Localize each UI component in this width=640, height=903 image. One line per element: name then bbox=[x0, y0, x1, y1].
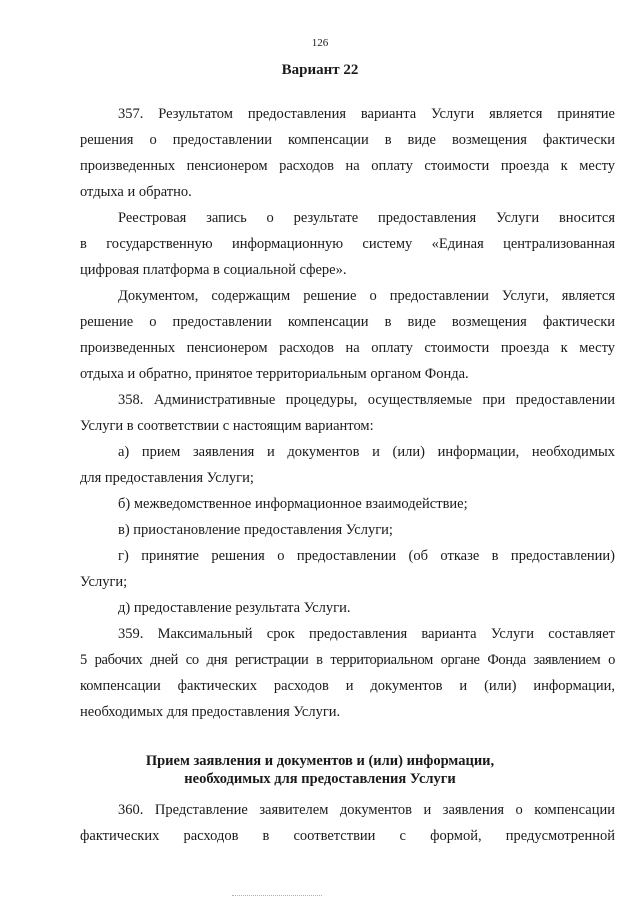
text-line: 5 рабочих дней со дня регистрации в территориальном органе Фонда заявлением о bbox=[80, 652, 615, 668]
text-line: отдыха и обратно, принятое территориальным органом Фонда. bbox=[80, 366, 469, 382]
text-line: 358. Административные процедуры, осуществляемые при предоставлении bbox=[118, 392, 615, 408]
page-number: 126 bbox=[311, 37, 329, 49]
list-item: д) предоставление результата Услуги. bbox=[118, 600, 351, 616]
section-heading-line: Прием заявления и документов и (или) информации, bbox=[145, 753, 495, 769]
section-heading-line: необходимых для предоставления Услуги bbox=[184, 771, 456, 787]
text-line: в государственную информационную систему «Единая централизованная bbox=[80, 236, 615, 252]
text-line: компенсации фактических расходов и документов и (или) информации, bbox=[80, 678, 615, 694]
text-line: Реестровая запись о результате предоставления Услуги вносится bbox=[118, 210, 615, 226]
text-line: произведенных пенсионером расходов на оплату стоимости проезда к месту bbox=[80, 158, 615, 174]
text-line: произведенных пенсионером расходов на оплату стоимости проезда к месту bbox=[80, 340, 615, 356]
page-title: Вариант 22 bbox=[281, 62, 359, 78]
list-item: а) прием заявления и документов и (или) информации, необходимых bbox=[118, 444, 615, 460]
text-line: для предоставления Услуги; bbox=[80, 470, 254, 486]
text-line: решения о предоставлении компенсации в виде возмещения фактически bbox=[80, 132, 615, 148]
text-line: цифровая платформа в социальной сфере». bbox=[80, 262, 347, 278]
text-line: 359. Максимальный срок предоставления варианта Услуги составляет bbox=[118, 626, 615, 642]
list-item: г) принятие решения о предоставлении (об отказе в предоставлении) bbox=[118, 548, 615, 564]
scan-artifact bbox=[232, 895, 322, 897]
text-line: 360. Представление заявителем документов и заявления о компенсации bbox=[118, 802, 615, 818]
text-line: отдыха и обратно. bbox=[80, 184, 192, 200]
list-item: в) приостановление предоставления Услуги; bbox=[118, 522, 393, 538]
text-line: 357. Результатом предоставления варианта Услуги является принятие bbox=[118, 106, 615, 122]
text-line: Услуги; bbox=[80, 574, 128, 590]
text-line: фактических расходов в соответствии с формой, предусмотренной bbox=[80, 828, 615, 844]
text-line: решение о предоставлении компенсации в виде возмещения фактически bbox=[80, 314, 615, 330]
text-line: необходимых для предоставления Услуги. bbox=[80, 704, 341, 720]
list-item: б) межведомственное информационное взаимодействие; bbox=[118, 496, 468, 512]
text-line: Услуги в соответствии с настоящим вариантом: bbox=[80, 418, 374, 434]
text-line: Документом, содержащим решение о предоставлении Услуги, является bbox=[118, 288, 615, 304]
